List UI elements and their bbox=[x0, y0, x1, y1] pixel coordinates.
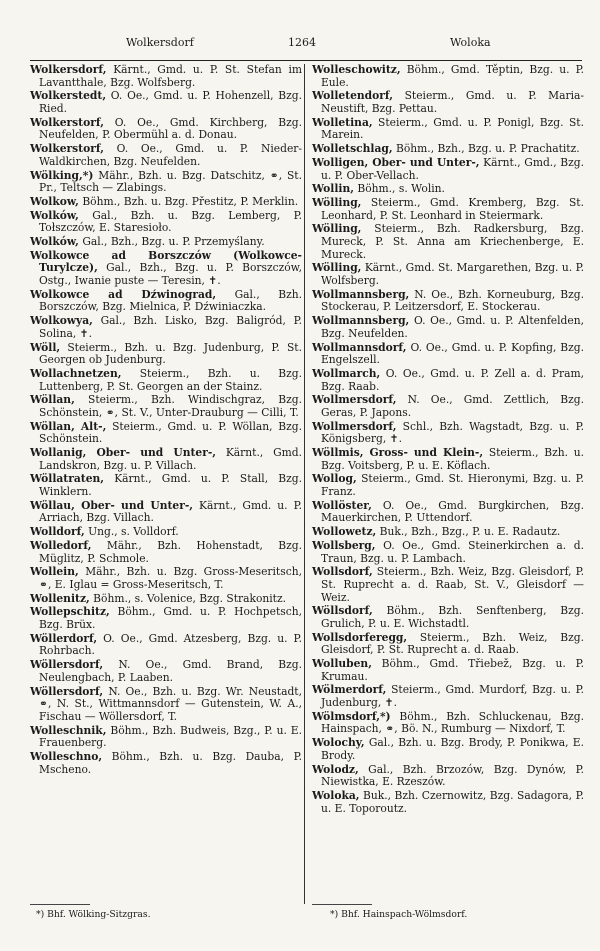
gazetteer-entry bbox=[312, 342, 584, 367]
gazetteer-entry bbox=[30, 143, 302, 168]
entry-place-name: Wollachnetzen, bbox=[30, 366, 122, 380]
gazetteer-entry bbox=[30, 633, 302, 658]
running-head-right: Woloka bbox=[450, 36, 491, 49]
entry-place-name: Wollmannsberg, bbox=[312, 314, 410, 328]
entry-description: O. Oe., Gmd. Atzesberg, Bzg. u. P. Rohrbach. bbox=[39, 631, 302, 658]
gazetteer-entry bbox=[312, 790, 584, 815]
entry-description: Schl., Bzh. Wagstadt, Bzg. u. P. Königsberg, ✝. bbox=[321, 419, 584, 446]
gazetteer-entry bbox=[312, 632, 584, 657]
entry-description: Böhm., Bzh. Senftenberg, Bzg. Grulich, P. u. E. Wichstadtl. bbox=[321, 604, 584, 630]
entry-place-name: Wolleschnik, bbox=[30, 723, 107, 737]
entry-place-name: Wölking,*) bbox=[30, 168, 94, 182]
entry-description: Gal., Bzh. u. Bzg. Lemberg, P. Tołszczów, E. Staresioło. bbox=[39, 208, 302, 235]
entry-description: Steierm., Bzh. Weiz, Bzg. Gleisdorf, P. St. Ruprecht a. d. Raab, St. V., Gleisdorf — Weiz. bbox=[321, 565, 584, 604]
gazetteer-entry bbox=[312, 500, 584, 525]
entry-description: Steierm., Bzh. u. Bzg. Luttenberg, P. St. Georgen an der Stainz. bbox=[39, 366, 302, 393]
entry-description: N. Oe., Bzh. u. Bzg. Wr. Neustadt, ⚭, N. St., Wittmannsdorf — Gutenstein, W. A., Fischau — Wöllersdorf, T. bbox=[39, 684, 302, 723]
entry-description: Gal., Bzh. Brzozów, Bzg. Dynów, P. Niewistka, E. Rzeszów. bbox=[321, 762, 584, 789]
entry-description: Steierm., Gmd. Kremberg, Bzg. St. Leonhard, P. St. Leonhard in Steiermark. bbox=[321, 196, 584, 222]
gazetteer-entry bbox=[312, 394, 584, 419]
entry-description: O. Oe., Gmd. u. P. Kopfing, Bzg. Engelszell. bbox=[321, 340, 584, 367]
gazetteer-entry bbox=[30, 566, 302, 591]
gazetteer-entry bbox=[30, 500, 302, 525]
entry-description: Steierm., Bzh. Weiz, Bzg. Gleisdorf, P. St. Ruprecht a. d. Raab. bbox=[321, 630, 584, 657]
entry-place-name: Wöllsdorf, bbox=[312, 604, 373, 618]
gazetteer-entry bbox=[30, 606, 302, 631]
page-header bbox=[30, 36, 582, 52]
entry-place-name: Wöll, bbox=[30, 340, 61, 354]
entry-place-name: Wollsberg, bbox=[312, 538, 376, 552]
gazetteer-entry bbox=[30, 394, 302, 419]
entry-description: Steierm., Bzh. u. Bzg. Judenburg, P. St. Georgen ob Judenburg. bbox=[39, 340, 302, 367]
entry-place-name: Wolkerstedt, bbox=[30, 89, 107, 103]
entry-description: O. Oe., Gmd. u. P. Hohenzell, Bzg. Ried. bbox=[39, 89, 302, 115]
entry-place-name: Wolletina, bbox=[312, 115, 373, 129]
gazetteer-entry bbox=[312, 197, 584, 222]
entry-description: O. Oe., Gmd. u. P. Nieder-Waldkirchen, Bzg. Neufelden. bbox=[39, 142, 302, 168]
entry-description: Steierm., Bzh. u. Bzg. Voitsberg, P. u. E. Köflach. bbox=[321, 446, 584, 472]
gazetteer-entry bbox=[30, 315, 302, 340]
entry-place-name: Wöllau, Ober- und Unter-, bbox=[30, 498, 193, 512]
gazetteer-entry bbox=[312, 711, 584, 736]
gazetteer-entry bbox=[30, 117, 302, 142]
entry-place-name: Wöllmis, Gross- und Klein-, bbox=[312, 446, 484, 460]
entry-description: Böhm., s. Wolin. bbox=[357, 182, 445, 196]
entry-place-name: Wollog, bbox=[312, 472, 357, 486]
entry-description: O. Oe., Gmd. u. P. Altenfelden, Bzg. Neufelden. bbox=[321, 314, 584, 340]
gazetteer-entry bbox=[312, 223, 584, 261]
gazetteer-entry bbox=[30, 289, 302, 314]
entry-place-name: Wollsdorf, bbox=[312, 565, 373, 579]
entry-description: Gal., Bzh. u. Bzg. Brody, P. Ponikwa, E. Brody. bbox=[321, 736, 584, 762]
entry-description: Gal., Bzh. Borszczów, Bzg. Mielnica, P. Dźwiniaczka. bbox=[39, 287, 302, 314]
entry-place-name: Wölling, bbox=[312, 196, 362, 210]
entry-place-name: Wolkerstorf, bbox=[30, 142, 104, 156]
entry-description: N. Oe., Bzh. Korneuburg, Bzg. Stockerau, P. Leitzersdorf, E. Stockerau. bbox=[321, 287, 584, 314]
entry-description: Kärnt., Gmd., Bzg. u. P. Ober-Vellach. bbox=[321, 155, 584, 182]
entry-place-name: Wollin, bbox=[312, 182, 354, 196]
entry-description: N. Oe., Gmd. Brand, Bzg. Neulengbach, P. Laaben. bbox=[39, 658, 303, 684]
gazetteer-entry bbox=[312, 315, 584, 340]
gazetteer-entry bbox=[312, 737, 584, 762]
gazetteer-entry bbox=[312, 473, 584, 498]
entry-description: Buk., Bzh., Bzg., P. u. E. Radautz. bbox=[379, 525, 561, 539]
footnote-rule-right bbox=[312, 904, 372, 905]
entry-place-name: Wolków, bbox=[30, 208, 79, 222]
entry-description: Mähr., Bzh. Hohenstadt, Bzg. Müglitz, P. Schmole. bbox=[39, 538, 302, 565]
running-head-left: Wolkersdorf bbox=[126, 36, 194, 49]
entry-description: Böhm., Bzh. Budweis, Bzg., P. u. E. Frauenberg. bbox=[39, 723, 302, 750]
entry-description: O. Oe., Gmd. Burgkirchen, Bzg. Mauerkirchen, P. Uttendorf. bbox=[321, 498, 584, 525]
entry-description: Gal., Bzh., Bzg. u. P. Przemyślany. bbox=[82, 235, 265, 249]
entry-place-name: Wollöster, bbox=[312, 498, 372, 512]
entry-place-name: Wolkowce ad Borszczów (Wolkowce-Turylcze), bbox=[30, 248, 302, 275]
entry-place-name: Woloka, bbox=[312, 788, 360, 802]
gazetteer-entry bbox=[312, 658, 584, 683]
entry-description: Kärnt., Gmd. St. Margarethen, Bzg. u. P. Wolfsberg. bbox=[321, 261, 584, 287]
entry-description: Böhm., Gmd. Třiebež, Bzg. u. P. Krumau. bbox=[321, 657, 584, 683]
entry-description: Steierm., Gmd. u. P. Ponigl, Bzg. St. Marein. bbox=[321, 115, 584, 142]
entry-place-name: Wolluben, bbox=[312, 657, 372, 671]
entry-place-name: Wollowetz, bbox=[312, 525, 377, 539]
gazetteer-entry bbox=[30, 250, 302, 288]
gazetteer-entry bbox=[30, 751, 302, 776]
gazetteer-entry bbox=[312, 368, 584, 393]
entry-place-name: Wolletschlag, bbox=[312, 142, 393, 156]
left-column bbox=[30, 64, 302, 777]
entry-place-name: Wölling, bbox=[312, 261, 362, 275]
entry-place-name: Wollsdorferegg, bbox=[312, 630, 408, 644]
entry-place-name: Wolledorf, bbox=[30, 538, 92, 552]
entry-place-name: Wölling, bbox=[312, 222, 362, 236]
gazetteer-entry bbox=[312, 566, 584, 604]
entry-place-name: Wollein, bbox=[30, 565, 79, 579]
entry-place-name: Wollmannsberg, bbox=[312, 287, 410, 301]
entry-description: Kärnt., Gmd. u. P. St. Stefan im Lavantthale, Bzg. Wolfsberg. bbox=[39, 63, 302, 89]
entry-description: Gal., Bzh., Bzg. u. P. Borszczów, Ostg., Iwanie puste — Teresin, ✝. bbox=[39, 261, 302, 287]
entry-place-name: Wolków, bbox=[30, 235, 79, 249]
gazetteer-entry bbox=[30, 170, 302, 195]
gazetteer-entry bbox=[312, 183, 584, 196]
entry-description: Böhm., Bzh. u. Bzg. Dauba, P. Mscheno. bbox=[39, 749, 302, 776]
entry-description: Mähr., Bzh. u. Bzg. Datschitz, ⚭, St. Pr., Teltsch — Zlabings. bbox=[39, 168, 302, 195]
entry-description: O. Oe., Gmd. Steinerkirchen a. d. Traun, Bzg. u. P. Lambach. bbox=[321, 538, 584, 565]
header-rule bbox=[30, 60, 582, 61]
entry-place-name: Wollepschitz, bbox=[30, 605, 110, 619]
gazetteer-entry bbox=[30, 659, 302, 684]
entry-place-name: Wolkow, bbox=[30, 194, 79, 208]
gazetteer-entry bbox=[30, 236, 302, 249]
entry-description: Gal., Bzh. Lisko, Bzg. Baligród, P. Solina, ✝. bbox=[39, 314, 302, 340]
entry-place-name: Wölmsdorf,*) bbox=[312, 709, 391, 723]
entry-description: Böhm., Bzh. Schluckenau, Bzg. Hainspach, ⚭, Bö. N., Rumburg — Nixdorf, T. bbox=[321, 709, 584, 736]
entry-description: Steierm., Bzh. Radkersburg, Bzg. Mureck, P. St. Anna am Kriechenberge, E. Mureck. bbox=[321, 222, 584, 261]
entry-place-name: Wollmersdorf, bbox=[312, 393, 397, 407]
gazetteer-entry bbox=[30, 447, 302, 472]
gazetteer-entry bbox=[30, 368, 302, 393]
entry-description: Steierm., Gmd. St. Hieronymi, Bzg. u. P. Franz. bbox=[321, 472, 584, 498]
gazetteer-entry bbox=[30, 210, 302, 235]
entry-place-name: Wollmersdorf, bbox=[312, 419, 397, 433]
gazetteer-entry bbox=[312, 117, 584, 142]
gazetteer-entry bbox=[30, 342, 302, 367]
entry-place-name: Wolletendorf, bbox=[312, 89, 394, 103]
gazetteer-entry bbox=[312, 526, 584, 539]
gazetteer-entry bbox=[30, 196, 302, 209]
entry-place-name: Wöllersdorf, bbox=[30, 658, 104, 672]
entry-place-name: Wolodz, bbox=[312, 762, 359, 776]
entry-description: N. Oe., Gmd. Zettlich, Bzg. Geras, P. Japons. bbox=[321, 393, 584, 419]
entry-place-name: Wolkowce ad Dźwinograd, bbox=[30, 287, 217, 301]
entry-place-name: Wolkerstorf, bbox=[30, 115, 104, 129]
entry-place-name: Wöllatraten, bbox=[30, 472, 105, 486]
gazetteer-entry bbox=[30, 686, 302, 724]
gazetteer-entry bbox=[312, 447, 584, 472]
gazetteer-entry bbox=[312, 157, 584, 182]
gazetteer-entry bbox=[30, 540, 302, 565]
entry-place-name: Wolkowya, bbox=[30, 314, 93, 328]
gazetteer-entry bbox=[312, 684, 584, 709]
entry-description: O. Oe., Gmd. u. P. Zell a. d. Pram, Bzg. Raab. bbox=[321, 366, 584, 393]
entry-description: Kärnt., Gmd. u. P. Stall, Bzg. Winklern. bbox=[39, 472, 302, 498]
page-number: 1264 bbox=[288, 36, 316, 49]
entry-place-name: Wollmannsdorf, bbox=[312, 340, 407, 354]
gazetteer-entry bbox=[30, 593, 302, 606]
gazetteer-entry bbox=[30, 725, 302, 750]
entry-place-name: Wolldorf, bbox=[30, 525, 85, 539]
entry-description: Steierm., Gmd. Murdorf, Bzg. u. P. Judenburg, ✝. bbox=[321, 683, 584, 709]
entry-description: Ung., s. Volldorf. bbox=[88, 525, 179, 539]
entry-description: Steierm., Bzh. Windischgraz, Bzg. Schönstein, ⚭, St. V., Unter-Drauburg — Cilli, T. bbox=[39, 393, 302, 419]
entry-place-name: Wöllersdorf, bbox=[30, 684, 104, 698]
footnote-rule-left bbox=[30, 904, 90, 905]
entry-description: Böhm., Gmd. u. P. Hochpetsch, Bzg. Brüx. bbox=[39, 605, 302, 632]
column-divider bbox=[304, 64, 305, 904]
entry-place-name: Wollanig, Ober- und Unter-, bbox=[30, 446, 217, 460]
gazetteer-entry bbox=[30, 526, 302, 539]
entry-description: Mähr., Bzh. u. Bzg. Gross-Meseritsch, ⚭, E. Iglau = Gross-Meseritsch, T. bbox=[39, 565, 302, 591]
gazetteer-entry bbox=[30, 421, 302, 446]
gazetteer-entry bbox=[30, 473, 302, 498]
footnote-right: *) Bhf. Hainspach-Wölmsdorf. bbox=[330, 909, 468, 920]
gazetteer-entry bbox=[30, 64, 302, 89]
entry-place-name: Wöllan, bbox=[30, 393, 75, 407]
entry-place-name: Wolleschowitz, bbox=[312, 63, 401, 76]
entry-description: Böhm., Bzh., Bzg. u. P. Prachatitz. bbox=[396, 142, 580, 156]
entry-place-name: Wollenitz, bbox=[30, 591, 90, 605]
gazetteer-entry bbox=[312, 421, 584, 446]
gazetteer-entry bbox=[312, 289, 584, 314]
entry-description: Böhm., s. Volenice, Bzg. Strakonitz. bbox=[93, 591, 287, 605]
entry-description: Steierm., Gmd. u. P. Maria-Neustift, Bzg. Pettau. bbox=[321, 89, 585, 115]
right-column bbox=[312, 64, 584, 816]
entry-place-name: Wölmerdorf, bbox=[312, 683, 387, 697]
entry-place-name: Wolkersdorf, bbox=[30, 63, 107, 76]
entry-description: Steierm., Gmd. u. P. Wöllan, Bzg. Schönstein. bbox=[39, 419, 302, 446]
entry-place-name: Wollmarch, bbox=[312, 366, 381, 380]
gazetteer-entry bbox=[312, 764, 584, 789]
entry-description: Kärnt., Gmd. u. P. Arriach, Bzg. Villach. bbox=[39, 498, 302, 525]
gazetteer-entry bbox=[30, 90, 302, 115]
entry-place-name: Wöllan, Alt-, bbox=[30, 419, 107, 433]
entry-place-name: Wolochy, bbox=[312, 736, 365, 750]
gazetteer-entry bbox=[312, 90, 584, 115]
gazetteer-entry bbox=[312, 64, 584, 89]
entry-description: Kärnt., Gmd. Landskron, Bzg. u. P. Villach. bbox=[39, 446, 302, 472]
gazetteer-entry bbox=[312, 605, 584, 630]
gazetteer-entry bbox=[312, 540, 584, 565]
entry-place-name: Wolligen, Ober- und Unter-, bbox=[312, 155, 480, 169]
entry-description: O. Oe., Gmd. Kirchberg, Bzg. Neufelden, P. Obermühl a. d. Donau. bbox=[39, 115, 302, 142]
entry-description: Buk., Bzh. Czernowitz, Bzg. Sadagora, P. u. E. Toporoutz. bbox=[321, 788, 584, 815]
gazetteer-entry bbox=[312, 262, 584, 287]
entry-description: Böhm., Bzh. u. Bzg. Přestitz, P. Merklin. bbox=[82, 194, 299, 208]
gazetteer-entry bbox=[312, 143, 584, 156]
footnote-left: *) Bhf. Wölking-Sitzgras. bbox=[36, 909, 151, 920]
entry-place-name: Wolleschno, bbox=[30, 749, 103, 763]
entry-description: Böhm., Gmd. Těptin, Bzg. u. P. Eule. bbox=[321, 63, 584, 89]
entry-place-name: Wöllerdorf, bbox=[30, 631, 98, 645]
